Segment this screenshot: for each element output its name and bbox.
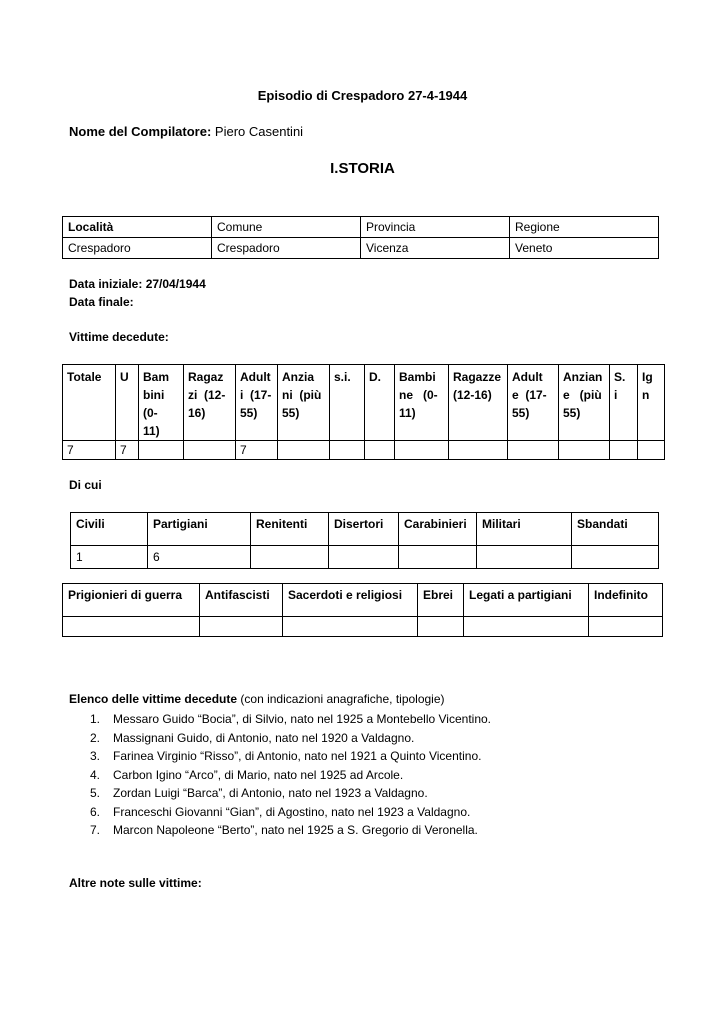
location-table [62, 216, 659, 259]
victims-header-cell [449, 365, 508, 441]
list-item-text: Messaro Guido “Bocia”, di Silvio, nato nel 1925 a Montebello Vicentino. [113, 712, 491, 726]
category-header-cell: Disertori [329, 513, 399, 546]
victims-header-cell [365, 365, 395, 441]
victims-header-line: Adult [512, 370, 543, 384]
victims-header-cell [116, 365, 139, 441]
location-value-cell: Vicenza [361, 238, 510, 259]
category-value-cell [589, 617, 663, 637]
location-value-row [63, 238, 659, 259]
list-item [90, 821, 491, 840]
location-header-cell: Regione [510, 217, 659, 238]
compiler-line [69, 124, 303, 139]
victims-header-cell [184, 365, 236, 441]
list-item [90, 803, 491, 822]
category-header-cell: Renitenti [251, 513, 329, 546]
victims-value-cell [184, 441, 236, 460]
victims-header-line: S. [614, 370, 626, 384]
victims-header-line: Totale [67, 370, 102, 384]
category-value-cell [418, 617, 464, 637]
victims-list-heading-rest: (con indicazioni anagrafiche, tipologie) [237, 692, 445, 706]
victims-header-line: ne (0- [399, 388, 438, 402]
section-heading: I.STORIA [330, 160, 395, 177]
category-value-cell [200, 617, 283, 637]
victims-header-line: (0- [143, 406, 158, 420]
end-date: Data finale: [69, 295, 134, 309]
start-date: Data iniziale: 27/04/1944 [69, 277, 206, 291]
victims-header-cell [395, 365, 449, 441]
victims-value-cell: 7 [116, 441, 139, 460]
victims-header-line: 55) [282, 406, 300, 420]
victims-header-line: Bam [143, 370, 170, 384]
list-item-number: 5. [90, 786, 101, 800]
location-value-cell: Crespadoro [63, 238, 212, 259]
victims-header-cell [63, 365, 116, 441]
category-header-cell: Militari [477, 513, 572, 546]
compiler-label: Nome del Compilatore: [69, 124, 212, 139]
victims-header-line: i [614, 388, 618, 402]
location-header-cell: Comune [212, 217, 361, 238]
location-header-cell: Località [63, 217, 212, 238]
list-item-number: 4. [90, 767, 101, 782]
category-value-cell [399, 546, 477, 569]
victims-header-line: ni (più [282, 388, 322, 402]
victims-header-line: (12-16) [453, 388, 492, 402]
victims-heading: Vittime decedute: [69, 330, 169, 344]
category-1-header-row [71, 513, 659, 546]
victims-value-cell [139, 441, 184, 460]
category-header-cell: Sbandati [572, 513, 659, 546]
victims-list [90, 710, 491, 840]
victims-header-line: U [120, 370, 129, 384]
category-header-cell: Legati a partigiani [464, 584, 589, 617]
location-header-cell: Provincia [361, 217, 510, 238]
victims-header-cell [236, 365, 278, 441]
category-value-cell [329, 546, 399, 569]
list-item-text: Massignani Guido, di Antonio, nato nel 1920 a Valdagno. [113, 730, 415, 745]
list-item-text: Marcon Napoleone “Berto”, nato nel 1925 a S. Gregorio di Veronella. [113, 823, 478, 837]
victims-header-line: s.i. [334, 370, 351, 384]
category-2-value-row [63, 617, 663, 637]
dates-block [69, 275, 206, 311]
category-value-cell [283, 617, 418, 637]
list-item [90, 747, 491, 766]
victims-value-cell [395, 441, 449, 460]
compiler-name: Piero Casentini [211, 124, 304, 139]
victims-header-line: e (17- [512, 388, 547, 402]
victims-header-line: bini [143, 388, 165, 402]
category-value-cell [477, 546, 572, 569]
victims-value-cell [610, 441, 638, 460]
category-value-cell [63, 617, 200, 637]
victims-header-line: 55) [512, 406, 530, 420]
list-item [90, 729, 491, 748]
location-header-row [63, 217, 659, 238]
victims-value-cell [365, 441, 395, 460]
victims-value-cell: 7 [236, 441, 278, 460]
victims-header-cell [508, 365, 559, 441]
document-title: Episodio di Crespadoro 27-4-1944 [257, 88, 468, 103]
location-value-cell: Crespadoro [212, 238, 361, 259]
victims-header-line: Ig [642, 370, 653, 384]
category-header-cell: Prigionieri di guerra [63, 584, 200, 617]
victims-value-cell [449, 441, 508, 460]
victims-header-line: D. [369, 370, 381, 384]
category-2-header-row [63, 584, 663, 617]
victims-value-row [63, 441, 665, 460]
victims-value-cell [330, 441, 365, 460]
list-item [90, 710, 491, 729]
victims-header-cell [278, 365, 330, 441]
victims-header-line: i (17- [240, 388, 272, 402]
category-header-cell: Ebrei [418, 584, 464, 617]
victims-header-line: 55) [240, 406, 258, 420]
victims-value-cell: 7 [63, 441, 116, 460]
victims-table [62, 364, 665, 460]
di-cui-label: Di cui [69, 478, 102, 492]
category-value-cell [251, 546, 329, 569]
location-value-cell: Veneto [510, 238, 659, 259]
other-notes-heading: Altre note sulle vittime: [69, 876, 202, 890]
list-item-number: 2. [90, 730, 101, 745]
category-table-1 [70, 512, 659, 569]
victims-header-line: 11) [143, 424, 160, 438]
category-header-cell: Partigiani [148, 513, 251, 546]
victims-list-heading [69, 692, 445, 706]
victims-header-cell [610, 365, 638, 441]
victims-header-line: Anzian [563, 370, 603, 384]
victims-list-heading-bold: Elenco delle vittime decedute [69, 692, 238, 706]
list-item-text: Zordan Luigi “Barca”, di Antonio, nato nel 1923 a Valdagno. [113, 786, 428, 800]
category-value-cell [572, 546, 659, 569]
victims-header-line: 11) [399, 406, 416, 420]
victims-header-cell [559, 365, 610, 441]
list-item-number: 3. [90, 749, 101, 763]
list-item-number: 6. [90, 804, 101, 819]
victims-header-line: e (più [563, 388, 602, 402]
category-header-cell: Indefinito [589, 584, 663, 617]
victims-value-cell [278, 441, 330, 460]
victims-header-line: 16) [188, 406, 206, 420]
list-item-number: 1. [90, 712, 101, 726]
category-header-cell: Antifascisti [200, 584, 283, 617]
victims-value-cell [638, 441, 665, 460]
victims-header-line: Bambi [399, 370, 436, 384]
victims-header-cell [139, 365, 184, 441]
list-item-text: Franceschi Giovanni “Gian”, di Agostino, nato nel 1923 a Valdagno. [113, 804, 471, 819]
victims-header-row [63, 365, 665, 441]
victims-header-line: zi (12- [188, 388, 226, 402]
category-1-value-row [71, 546, 659, 569]
category-header-cell: Carabinieri [399, 513, 477, 546]
list-item-text: Farinea Virginio “Risso”, di Antonio, nato nel 1921 a Quinto Vicentino. [113, 749, 482, 763]
victims-value-cell [559, 441, 610, 460]
category-value-cell [464, 617, 589, 637]
list-item-number: 7. [90, 823, 101, 837]
list-item-text: Carbon Igino “Arco”, di Mario, nato nel 1925 ad Arcole. [113, 767, 404, 782]
category-table-2 [62, 583, 663, 637]
victims-header-line: Ragaz [188, 370, 224, 384]
victims-header-line: Ragazze [453, 370, 502, 384]
category-value-cell: 1 [71, 546, 148, 569]
category-header-cell: Civili [71, 513, 148, 546]
victims-header-line: Anzia [282, 370, 315, 384]
category-value-cell: 6 [148, 546, 251, 569]
victims-value-cell [508, 441, 559, 460]
list-item [90, 766, 491, 785]
category-header-cell: Sacerdoti e religiosi [283, 584, 418, 617]
victims-header-line: Adult [240, 370, 271, 384]
victims-header-line: 55) [563, 406, 581, 420]
victims-header-cell [638, 365, 665, 441]
victims-header-line: n [642, 388, 650, 402]
victims-header-cell [330, 365, 365, 441]
list-item [90, 784, 491, 803]
